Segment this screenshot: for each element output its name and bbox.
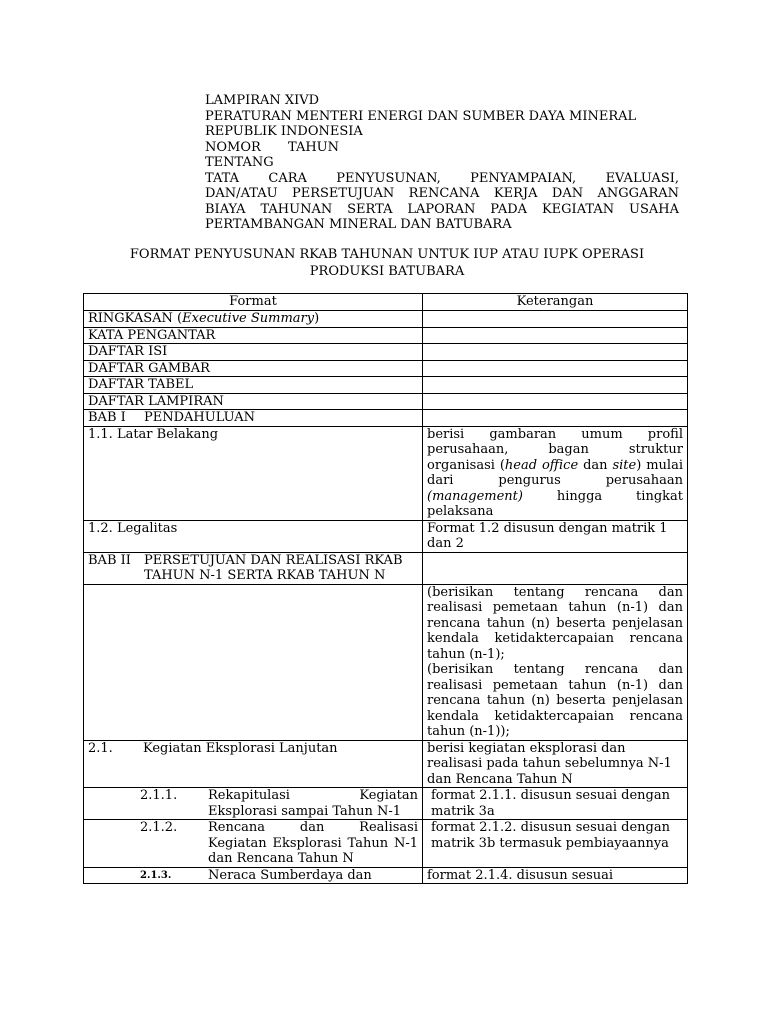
table-row bbox=[84, 410, 688, 427]
table-row bbox=[84, 867, 688, 884]
ringkasan-cell bbox=[84, 311, 423, 328]
table-row bbox=[84, 327, 688, 344]
document-title bbox=[100, 246, 674, 280]
latar-belakang-keterangan bbox=[423, 426, 688, 520]
latar-belakang-cell: 1.1. Latar Belakang bbox=[84, 426, 423, 520]
empty-cell bbox=[423, 311, 688, 328]
section-2-1-3-cell bbox=[84, 867, 423, 884]
ket-text: ) mulai dari pengurus perusahaan bbox=[427, 457, 683, 488]
section-2-1-1-keterangan: format 2.1.1. disusun sesuai dengan matrik 3a bbox=[423, 788, 688, 820]
ringkasan-italic: Executive Summary bbox=[182, 311, 315, 326]
title-line-1: FORMAT PENYUSUNAN RKAB TAHUNAN UNTUK IUP ATAU IUPK OPERASI bbox=[129, 247, 645, 262]
empty-cell bbox=[423, 410, 688, 427]
legalitas-cell: 1.2. Legalitas bbox=[84, 520, 423, 552]
daftar-lampiran-cell: DAFTAR LAMPIRAN bbox=[84, 393, 423, 410]
legalitas-keterangan: Format 1.2 disusun dengan matrik 1 dan 2 bbox=[423, 520, 688, 552]
empty-cell bbox=[423, 327, 688, 344]
format-table bbox=[83, 293, 688, 884]
empty-cell bbox=[423, 377, 688, 394]
table-row bbox=[84, 344, 688, 361]
ket-italic: head office bbox=[504, 457, 579, 473]
daftar-tabel-cell: DAFTAR TABEL bbox=[84, 377, 423, 394]
column-header-format: Format bbox=[84, 294, 423, 311]
ringkasan-text: RINGKASAN ( bbox=[88, 311, 183, 326]
daftar-gambar-cell: DAFTAR GAMBAR bbox=[84, 360, 423, 377]
section-2-1-2-cell bbox=[84, 820, 423, 868]
table-row bbox=[84, 820, 688, 868]
regulation-title: PERATURAN MENTERI ENERGI DAN SUMBER DAYA MINERAL bbox=[205, 108, 637, 124]
table-row bbox=[84, 311, 688, 328]
bab1-title: PENDAHULUAN bbox=[144, 410, 255, 425]
section-number: 2.1.1. bbox=[140, 788, 178, 803]
bab2-keterangan bbox=[423, 584, 688, 740]
bab1-cell bbox=[84, 410, 423, 427]
table-row bbox=[84, 377, 688, 394]
tahun-label: TAHUN bbox=[288, 139, 340, 155]
empty-cell bbox=[423, 552, 688, 584]
tentang-line-2: DAN/ATAU PERSETUJUAN RENCANA KERJA DAN ANGGARAN bbox=[205, 186, 679, 201]
empty-cell bbox=[423, 344, 688, 361]
table-row bbox=[84, 584, 688, 740]
country-name: REPUBLIK INDONESIA bbox=[205, 124, 363, 139]
tentang-line-3: BIAYA TAHUNAN SERTA LAPORAN PADA KEGIATAN USAHA bbox=[205, 201, 679, 217]
bab2-number: BAB II bbox=[88, 552, 131, 568]
bab2-cell bbox=[84, 552, 423, 584]
ket-italic: site bbox=[612, 457, 637, 473]
daftar-isi-cell: DAFTAR ISI bbox=[84, 344, 423, 361]
section-title: Neraca Sumberdaya dan bbox=[208, 867, 372, 883]
section-title: Rekapitulasi Kegiatan Eksplorasi sampai Tahun N-1 bbox=[208, 788, 418, 819]
bab2-title: PERSETUJUAN DAN REALISASI RKAB TAHUN N-1 SERTA RKAB TAHUN N bbox=[144, 552, 403, 583]
table-row bbox=[84, 788, 688, 820]
nomor-label: NOMOR bbox=[205, 139, 261, 155]
tentang-line-4: PERTAMBANGAN MINERAL DAN BATUBARA bbox=[205, 217, 512, 232]
table-row bbox=[84, 520, 688, 552]
section-2-1-keterangan: berisi kegiatan eksplorasi dan realisasi pada tahun sebelumnya N-1 dan Rencana Tahun N bbox=[423, 740, 688, 788]
ringkasan-suffix: ) bbox=[314, 311, 320, 326]
section-title: Rencana dan Realisasi Kegiatan Eksplorasi Tahun N-1 dan Rencana Tahun N bbox=[208, 820, 418, 866]
ket-text: berisi gambaran umum profil perusahaan, bagan struktur organisasi ( bbox=[427, 426, 683, 473]
table-header-row bbox=[84, 294, 688, 311]
ket-italic: (management) bbox=[427, 488, 523, 504]
section-2-1-1-cell bbox=[84, 788, 423, 820]
bab2-keterangan-1: (berisikan tentang rencana dan realisasi pemetaan tahun (n-1) dan rencana tahun (n) beserta penjelasan kendala ketidaktercapaian rencana tahun (n-1); bbox=[427, 584, 683, 662]
document-header bbox=[205, 93, 679, 233]
column-header-keterangan: Keterangan bbox=[423, 294, 688, 311]
title-line-2: PRODUKSI BATUBARA bbox=[309, 264, 465, 279]
section-title: Kegiatan Eksplorasi Lanjutan bbox=[143, 740, 338, 756]
section-number: 2.1. bbox=[88, 740, 113, 756]
bab2-keterangan-2: (berisikan tentang rencana dan realisasi pemetaan tahun (n-1) dan rencana tahun (n) beserta penjelasan kendala ketidaktercapaian rencana tahun (n-1)); bbox=[427, 662, 683, 739]
section-2-1-3-keterangan: format 2.1.4. disusun sesuai bbox=[423, 867, 688, 884]
table-row bbox=[84, 393, 688, 410]
section-number: 2.1.2. bbox=[140, 820, 178, 835]
bab1-number: BAB I bbox=[88, 410, 126, 425]
table-row bbox=[84, 740, 688, 788]
ket-text: hingga tingkat pelaksana bbox=[427, 488, 683, 519]
lampiran-label: LAMPIRAN XIVD bbox=[205, 93, 320, 108]
kata-pengantar-cell: KATA PENGANTAR bbox=[84, 327, 423, 344]
ket-text: dan bbox=[578, 457, 613, 473]
tentang-label: TENTANG bbox=[205, 155, 274, 170]
section-2-1-2-keterangan: format 2.1.2. disusun sesuai dengan matrik 3b termasuk pembiayaannya bbox=[423, 820, 688, 868]
empty-cell bbox=[423, 360, 688, 377]
section-number: 2.1.3. bbox=[140, 869, 172, 881]
table-row bbox=[84, 360, 688, 377]
nomor-tahun-line bbox=[205, 140, 679, 156]
table-row bbox=[84, 426, 688, 520]
section-2-1-cell bbox=[84, 740, 423, 788]
tentang-line-1: TATA CARA PENYUSUNAN, PENYAMPAIAN, EVALUASI, bbox=[205, 170, 679, 186]
empty-cell bbox=[423, 393, 688, 410]
empty-cell bbox=[84, 584, 423, 740]
table-row bbox=[84, 552, 688, 584]
